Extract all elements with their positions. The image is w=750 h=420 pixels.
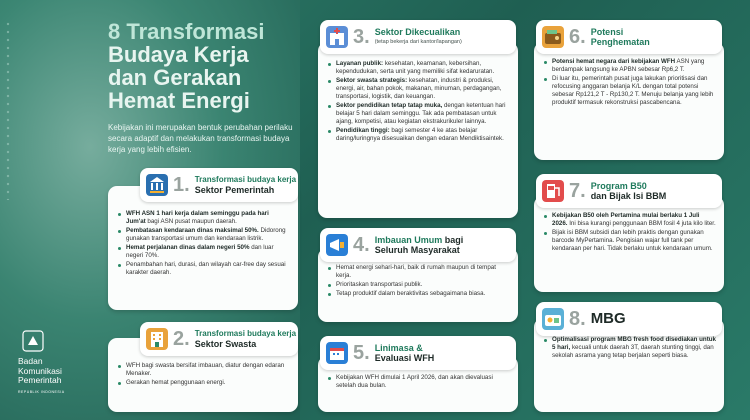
list-item: Kebijakan B50 oleh Pertamina mulai berlaku 1 Juli 2026. Ini bisa kurangi penggunaan BBM fosil 4 juta kilo liter. — [544, 212, 716, 228]
calendar-icon — [324, 340, 350, 366]
card-4-top-label: Imbauan Umum bagi — [374, 235, 464, 245]
list-item: Kebijakan WFH dimulai 1 April 2026, dan akan dievaluasi setelah dua bulan. — [328, 374, 510, 390]
card-8-header — [536, 302, 722, 336]
decorative-dots — [4, 20, 12, 200]
list-item: Layanan publik: kesehatan, keamanan, kebersihan, kependudukan, serta unit yang memiliki sifat kedaruratan. — [328, 60, 510, 76]
page-title — [108, 20, 298, 112]
card-5-list — [328, 374, 510, 390]
list-item: Hemat energi sehari-hari, baik di rumah maupun di tempat kerja. — [328, 264, 510, 280]
list-item: Prioritaskan transportasi publik. — [328, 281, 510, 289]
list-item: Bijak isi BBM subsidi dan lebih praktis dengan gunakan barcode MyPertamina. Pengisian wajar full tank per kendaraan per hari. Tidak berlaku untuk kendaraan umum. — [544, 229, 716, 253]
card-4-header — [320, 228, 516, 262]
card-3-list — [328, 60, 510, 143]
card-7-title: dan Bijak Isi BBM — [590, 191, 667, 201]
logo-line-1: Badan — [18, 356, 43, 366]
card-number: 8. — [569, 307, 586, 330]
list-item: Hemat perjalanan dinas dalam negeri 50% dan luar negeri 70%. — [118, 244, 290, 260]
card-7-list — [544, 212, 716, 253]
hospital-icon — [324, 24, 350, 50]
megaphone-icon — [324, 232, 350, 258]
card-1-title: Sektor Pemerintah — [194, 185, 275, 195]
government-building-icon — [144, 172, 170, 198]
card-6-top-label: Potensi — [590, 27, 624, 37]
card-7-top-label: Program B50 — [590, 181, 647, 191]
card-5-top-label: Linimasa & — [374, 343, 423, 353]
card-number: 6. — [569, 25, 586, 48]
list-item: Tetap produktif dalam beraktivitas sebagaimana biasa. — [328, 290, 510, 298]
card-1-header — [140, 168, 298, 202]
card-7-header — [536, 174, 722, 208]
card-number: 1. — [173, 173, 190, 196]
card-8-list — [544, 336, 716, 360]
list-item: Sektor swasta strategis: kesehatan, industri & produksi, energi, air, bahan pokok, makanan, minuman, perdagangan, transportasi, logistik, dan keuangan. — [328, 77, 510, 101]
card-5-header — [320, 336, 516, 370]
card-3-header — [320, 20, 516, 54]
food-tray-icon — [540, 306, 566, 332]
card-number: 5. — [353, 341, 370, 364]
card-program-b50 — [534, 196, 724, 292]
card-8-title: MBG — [590, 310, 626, 327]
card-5-title: Evaluasi WFH — [374, 353, 435, 363]
card-4-title: Seluruh Masyarakat — [374, 245, 460, 255]
card-4-list — [328, 264, 510, 298]
list-item: Pembatasan kendaraan dinas maksimal 50%. Didorong gunakan transportasi umum dan kendaraan listrik. — [118, 227, 290, 243]
title-line-3: dan Gerakan — [108, 65, 242, 90]
intro-text: Kebijakan ini merupakan bentuk perubahan perilaku secara adaptif dan melakukan transformasi budaya kerja yang lebih efisien. — [108, 123, 293, 154]
card-3-subtitle: (tetap bekerja dari kantor/lapangan) — [374, 39, 462, 45]
logo-small: REPUBLIK INDONESIA — [18, 389, 65, 394]
card-sektor-pemerintah — [108, 186, 298, 310]
list-item: WFH bagi swasta bersifat imbauan, diatur dengan edaran Menaker. — [118, 362, 290, 378]
card-number: 2. — [173, 327, 190, 350]
card-6-title: Penghematan — [590, 37, 650, 47]
card-2-title: Sektor Swasta — [194, 339, 257, 349]
office-building-icon — [144, 326, 170, 352]
card-6-header — [536, 20, 722, 54]
title-line-2: Budaya Kerja — [108, 42, 249, 67]
list-item: Optimalisasi program MBG fresh food disediakan untuk 5 hari, kecuali untuk daerah 3T, daerah stunting tinggi, dan sekolah asrama yang tetap berjalan seperti biasa. — [544, 336, 716, 360]
logo-line-2: Komunikasi — [18, 365, 62, 376]
card-number: 3. — [353, 25, 370, 48]
card-2-header — [140, 322, 298, 356]
card-sektor-dikecualikan — [318, 42, 518, 218]
wallet-icon — [540, 24, 566, 50]
list-item: WFH ASN 1 hari kerja dalam seminggu pada hari Jum'at bagi ASN pusat maupun daerah. — [118, 210, 290, 226]
card-number: 4. — [353, 233, 370, 256]
card-potensi-penghematan — [534, 42, 724, 160]
title-line-1: 8 Transformasi — [108, 19, 265, 44]
logo-icon — [22, 330, 44, 352]
card-number: 7. — [569, 179, 586, 202]
title-line-4: Hemat Energi — [108, 88, 250, 113]
list-item: Sektor pendidikan tetap tatap muka, dengan ketentuan hari belajar 5 hari dalam seminggu. Tak ada pembatasan untuk ajang, kompetisi, atau kegiatan ekstrakurikuler lainnya. — [328, 102, 510, 126]
list-item: Pendidikan tinggi: bagi semester 4 ke atas belajar daring/luringnya disesuaikan dengan edaran Mendiktisaintek. — [328, 127, 510, 143]
card-2-top-label: Transformasi budaya kerja — [194, 329, 297, 338]
card-1-list — [118, 210, 290, 277]
list-item: Di luar itu, pemerintah pusat juga lakukan prioritisasi dan refocusing anggaran belanja K/L dengan total potensi sebesar Rp121,2 T - Rp130,2 T. Menuju belanja yang lebih produktif termasuk rekonstruksi pascabencana. — [544, 75, 716, 107]
card-6-list — [544, 58, 716, 107]
list-item: Penambahan hari, durasi, dan wilayah car-free day sesuai karakter daerah. — [118, 261, 290, 277]
fuel-pump-icon — [540, 178, 566, 204]
list-item: Potensi hemat negara dari kebijakan WFH ASN yang berdampak langsung ke APBN sebesar Rp6,2 T. — [544, 58, 716, 74]
card-3-title: Sektor Dikecualikan — [374, 27, 461, 37]
card-1-top-label: Transformasi budaya kerja — [194, 175, 297, 184]
logo-line-3: Pemerintah — [18, 375, 62, 385]
card-2-list — [118, 362, 290, 387]
list-item: Gerakan hemat penggunaan energi. — [118, 379, 290, 387]
